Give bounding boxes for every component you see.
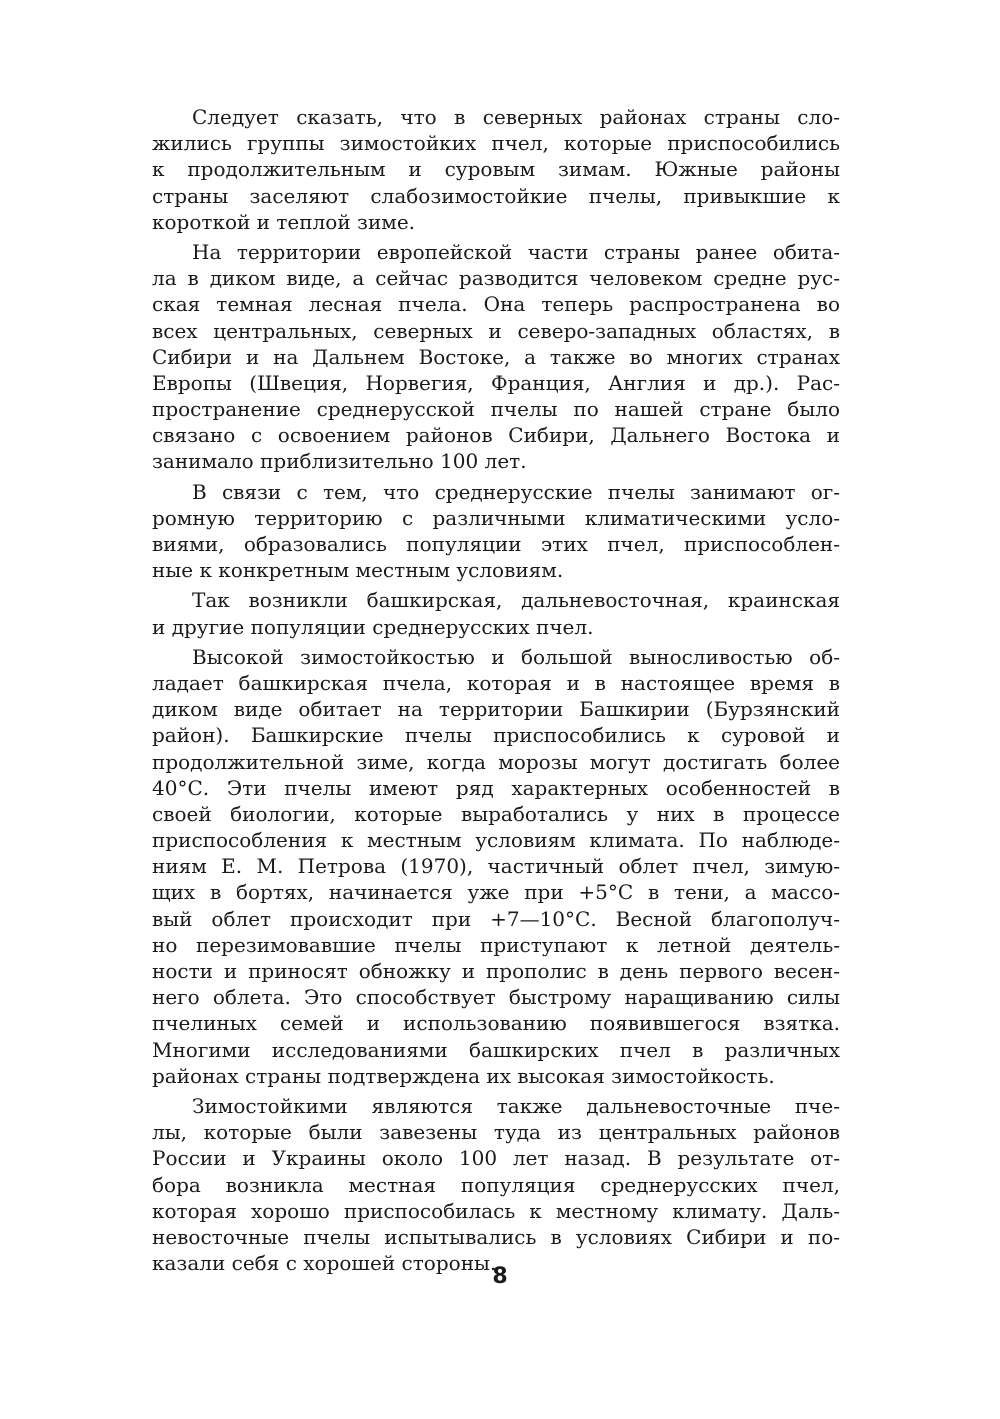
text-line: к продолжительным и суровым зимам. Южные районы [152,157,840,182]
text-line: России и Украины около 100 лет назад. В результате от- [152,1146,840,1171]
text-line: щих в бортях, начинается уже при +5°С в тени, а массо- [152,880,840,905]
text-line: приспособления к местным условиям климата. По наблюде- [152,828,840,853]
text-line: всех центральных, северных и северо-западных областях, в [152,318,840,343]
text-line: 40°С. Эти пчелы имеют ряд характерных особенностей в [152,775,840,800]
text-line: Высокой зимостойкостью и большой выносливостью об- [192,644,840,669]
text-line: пчелиных семей и использованию появившегося взятка. [152,1011,840,1036]
text-line: ниям Е. М. Петрова (1970), частичный облет пчел, зимую- [152,854,840,879]
text-line: жились группы зимостойких пчел, которые приспособились [152,131,840,156]
text-line: ла в диком виде, а сейчас разводится человеком средне рус- [152,266,840,291]
paragraph [152,644,840,1089]
text-line: Следует сказать, что в северных районах страны сло- [192,105,840,129]
text-line: районах страны подтверждена их высокая зимостойкость. [152,1063,775,1088]
text-line: короткой и теплой зиме. [152,209,416,234]
text-line: страны заселяют слабозимостойкие пчелы, привыкшие к [152,183,840,208]
paragraph [152,104,840,235]
page-number: 8 [492,1264,508,1289]
text-line: Сибири и на Дальнем Востоке, а также во многих странах [152,344,840,369]
text-line: В связи с тем, что среднерусские пчелы занимают ог- [192,479,840,504]
text-line: На территории европейской части страны ранее обита- [192,239,840,264]
text-line: бора возникла местная популяция среднерусских пчел, [152,1172,840,1197]
text-line: невосточные пчелы испытывались в условиях Сибири и по- [152,1224,840,1249]
text-line: продолжительной зиме, когда морозы могут достигать более [152,749,840,774]
text-line: и другие популяции среднерусских пчел. [152,614,594,639]
text-line: связано с освоением районов Сибири, Дальнего Востока и [152,423,840,448]
text-line: ромную территорию с различными климатическими усло- [152,505,840,530]
text-line: но перезимовавшие пчелы приступают к летной деятель- [152,932,840,957]
text-line: ности и приносят обножку и прополис в день первого весен- [152,959,840,983]
text-line: Так возникли башкирская, дальневосточная, краинская [192,588,840,613]
text-line: диком виде обитает на территории Башкирии (Бурзянский [152,697,840,722]
text-line: ладает башкирская пчела, которая и в настоящее время в [152,670,840,695]
text-line: ская темная лесная пчела. Она теперь распространена во [152,292,840,317]
text-line: район). Башкирские пчелы приспособились к суровой и [152,723,840,748]
text-line: Многими исследованиями башкирских пчел в различных [152,1037,840,1062]
body-text [152,104,840,1276]
text-line: занимало приблизительно 100 лет. [152,449,527,474]
text-line: лы, которые были завезены туда из центральных районов [152,1120,840,1145]
text-line: вый облет происходит при +7—10°С. Весной благополуч- [152,906,840,931]
text-line: которая хорошо приспособилась к местному климату. Даль- [152,1198,840,1223]
paragraph [152,1093,840,1276]
text-line: пространение среднерусской пчелы по нашей стране было [152,397,840,422]
text-line: Зимостойкими являются также дальневосточные пче- [192,1093,840,1118]
text-line: виями, образовались популяции этих пчел, приспособлен- [152,532,840,556]
text-line: своей биологии, которые выработались у них в процессе [152,801,840,826]
paragraph [152,479,840,584]
text-line: ные к конкретным местным условиям. [152,558,564,583]
text-line: казали себя с хорошей стороны. [152,1251,497,1276]
text-line: него облета. Это способствует быстрому наращиванию силы [152,985,840,1010]
paragraph [152,587,840,639]
paragraph [152,239,840,475]
text-line: Европы (Швеция, Норвегия, Франция, Англия и др.). Рас- [152,370,840,395]
